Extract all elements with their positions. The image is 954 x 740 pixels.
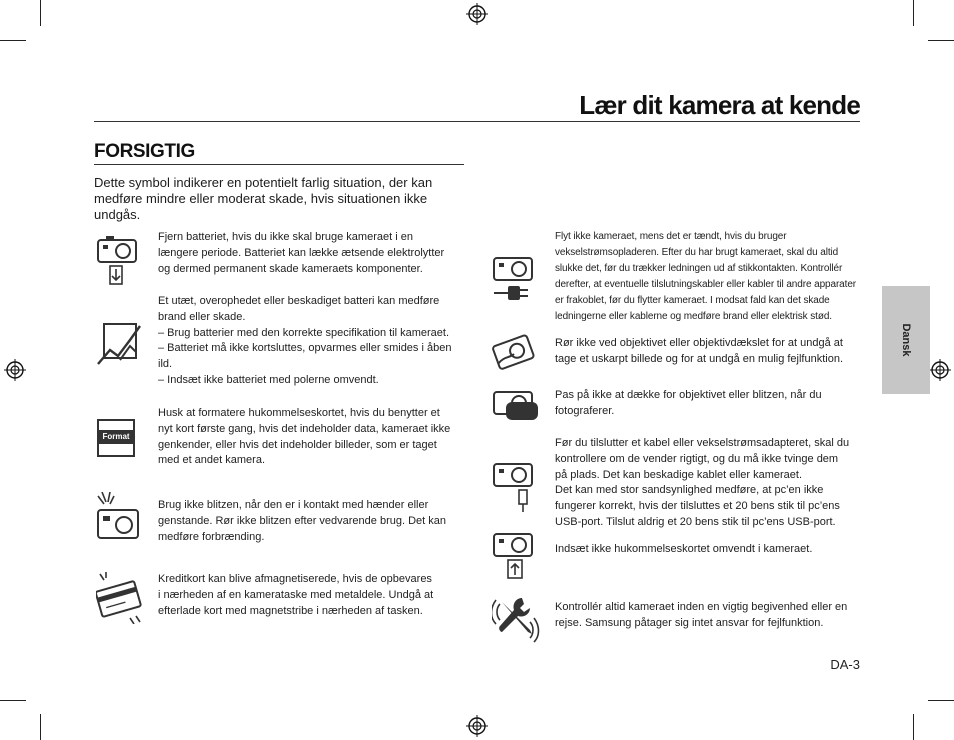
camera-cable-icon — [492, 460, 540, 512]
item-text: Brug ikke blitzen, når den er i kontakt med hænder eller genstande. Rør ikke blitzen efter vedvarende brug. Det kan medføre forbrænding. — [158, 499, 446, 543]
title-rule — [94, 121, 860, 122]
flash-burn-icon — [96, 492, 144, 544]
heading-rule — [94, 164, 464, 165]
item-text: Kontrollér altid kameraet inden en vigtig begivenhed eller en rejse. Samsung påtager sig intet ansvar for fejlfunktion. — [555, 601, 848, 629]
insert-card-icon — [492, 530, 540, 582]
item-text: Rør ikke ved objektivet eller objektivdækslet for at undgå at tage et uskarpt billede og for at undgå en mulig fejlfunktion. — [555, 337, 844, 365]
language-tab — [882, 286, 930, 394]
registration-mark-icon — [466, 715, 488, 737]
crop-mark — [913, 714, 914, 740]
registration-mark-icon — [4, 359, 26, 381]
tools-check-icon — [492, 594, 540, 646]
item-text: Husk at formatere hukommelseskortet, hvis du benytter et nyt kort første gang, hvis det indeholder data, kameraet ikke genkender, eller hvis det indeholder billeder, som er taget med et andet kamera. — [158, 407, 451, 467]
camera-plug-icon — [492, 252, 540, 304]
page-number: DA-3 — [830, 657, 860, 672]
section-heading: FORSIGTIG — [94, 141, 195, 162]
item-bullet: – Batteriet må ikke kortsluttes, opvarmes eller smides i åben ild. — [158, 342, 452, 371]
crop-mark — [913, 0, 914, 26]
crop-mark — [928, 700, 954, 701]
crop-mark — [40, 0, 41, 26]
credit-card-icon — [96, 572, 144, 624]
item-text: Indsæt ikke hukommelseskortet omvendt i kameraet. — [555, 543, 813, 555]
crop-mark — [40, 714, 41, 740]
item-text: Pas på ikke at dække for objektivet eller blitzen, når du fotograferer. — [555, 389, 822, 417]
item-bullet: – Brug batterier med den korrekte specifikation til kameraet. — [158, 326, 450, 339]
registration-mark-icon — [929, 359, 951, 381]
language-tab-label: Dansk — [900, 323, 912, 357]
crop-mark — [928, 40, 954, 41]
format-card-icon — [96, 418, 136, 458]
cover-lens-icon — [492, 388, 540, 440]
damaged-battery-icon — [96, 320, 144, 372]
item-text: Kreditkort kan blive afmagnetiserede, hvis de opbevares i nærheden af en kamerataske med metaldele. Undgå at efterlade kort med magnetstribe i nærheden af tasken. — [158, 573, 434, 617]
format-label: Format — [102, 432, 130, 441]
item-bullet: – Indsæt ikke batteriet med polerne omvendt. — [158, 373, 379, 386]
page-title: Lær dit kamera at kende — [579, 90, 860, 120]
item-text: Flyt ikke kameraet, mens det er tændt, hvis du bruger vekselstrømsopladeren. Efter du har brugt kameraet, skal du altid slukke det, før du trækker ledningen ud af stikkontakten. Kontrollér derefter, at eventuelle tilslutningskabler eller kabler til andre apparater er frakoblet, før du flytter kameraet. I modsat fald kan det skade ledningerne eller kablerne og medføre brand eller elektrisk stød. — [555, 231, 857, 322]
crop-mark — [0, 40, 26, 41]
touch-lens-icon — [492, 334, 540, 386]
intro-text: Dette symbol indikerer en potentielt farlig situation, der kan medføre mindre eller moderat skade, hvis situationen ikke undgås. — [94, 175, 433, 222]
item-text: Før du tilslutter et kabel eller vekselstrømsadapteret, skal du kontrollere om de vender rigtigt, og du må ikke tvinge dem på plads. Det kan beskadige kablet eller kameraet. Det kan med stor sandsynlighed medføre, at pc’en ikke fungerer korrekt, hvis der tilsluttes et 20 bens stik til pc’ens USB-port. Tilslut aldrig et 20 bens stik til pc’ens USB-port. — [555, 437, 850, 528]
item-text: Fjern batteriet, hvis du ikke skal bruge kameraet i en længere periode. Batteriet kan lække ætsende elektrolytter og dermed permanent skade kameraets komponenter. — [158, 231, 445, 275]
registration-mark-icon — [466, 3, 488, 25]
crop-mark — [0, 700, 26, 701]
item-text: Et utæt, overophedet eller beskadiget batteri kan medføre brand eller skade. — [158, 295, 440, 323]
camera-battery-icon — [96, 234, 144, 286]
